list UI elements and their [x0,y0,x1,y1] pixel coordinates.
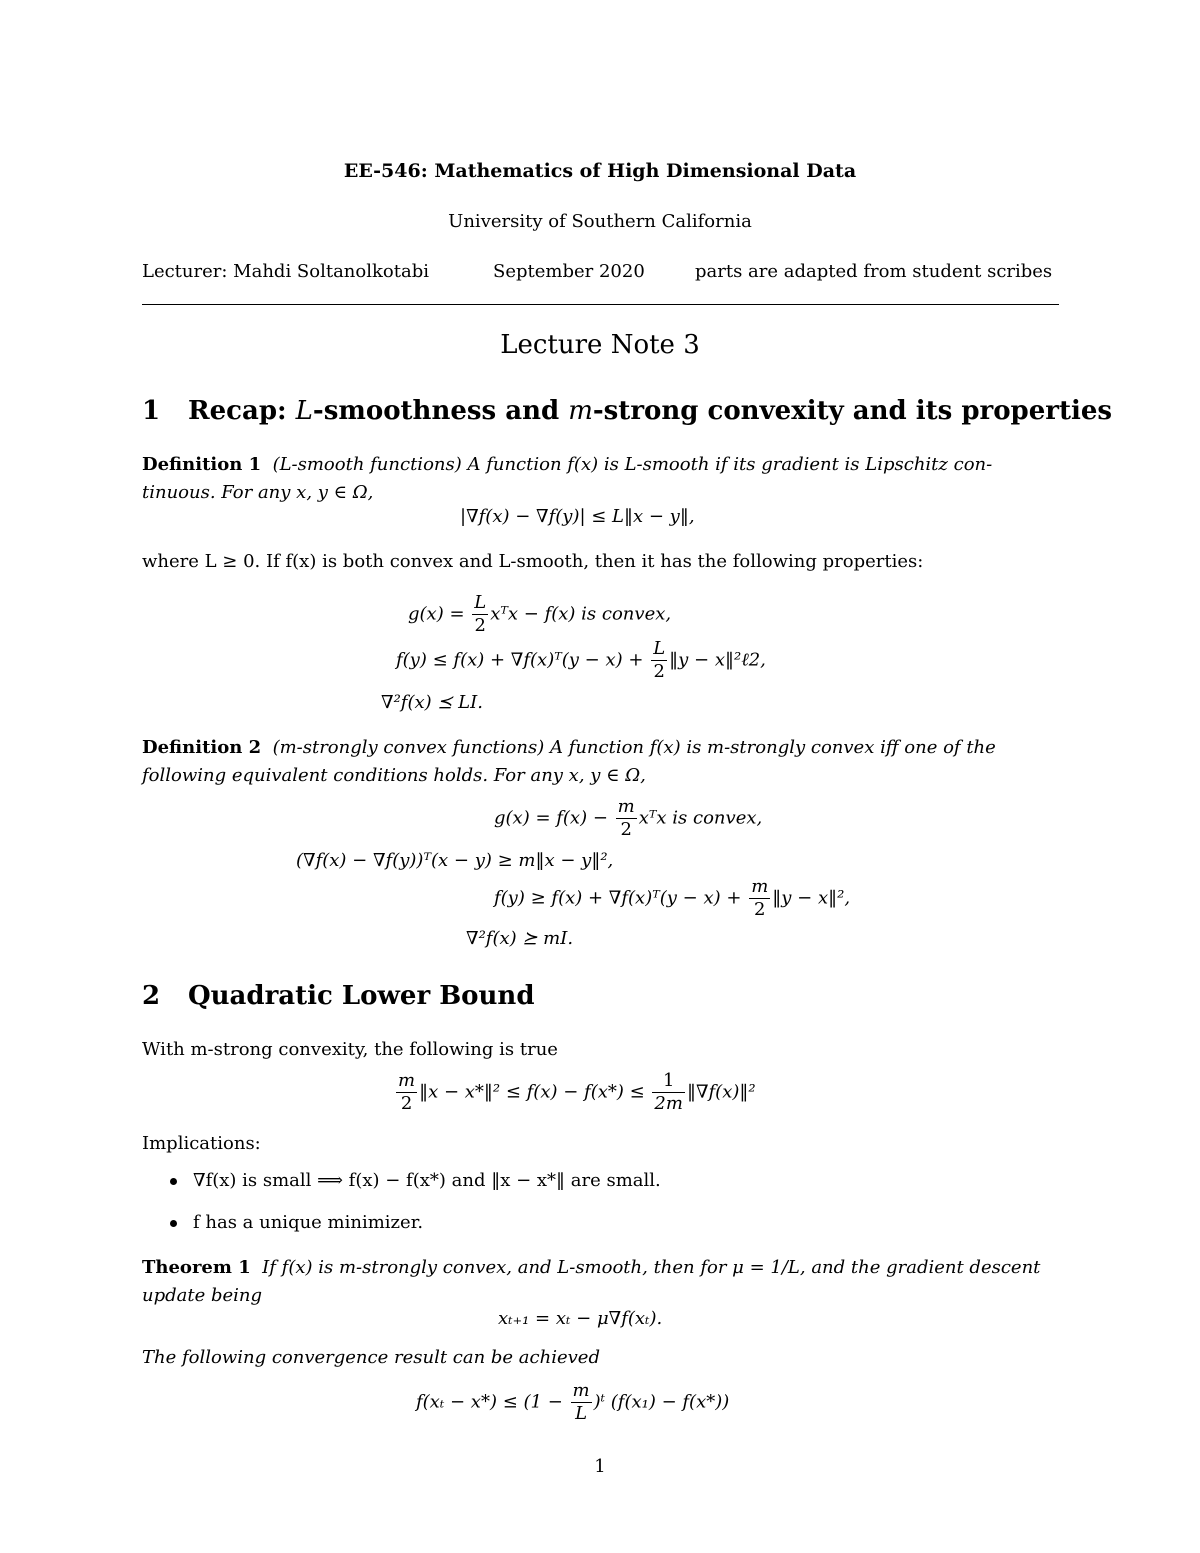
definition-label: Definition 2 [142,737,262,758]
strong-convex-3: f(y) ≥ f(x) + ∇f(x)ᵀ(y − x) + $\frac{m}{2}$ ‖y − x‖², [494,876,851,920]
convergence-intro: The following convergence result can be achieved [142,1347,600,1368]
scribe-note: parts are adapted from student scribes [695,261,1053,282]
section-2-intro: With m-strong convexity, the following is true [142,1039,558,1060]
list-item: ∇f(x) is small ⟹ f(x) − f(x*) and ‖x − x*‖ are small. [170,1170,661,1191]
gradient-descent-update: xₜ₊₁ = xₜ − μ∇f(xₜ). [498,1308,663,1329]
definition-2: Definition 2 (m-strongly convex functions) A function f(x) is m-strongly convex iff one of the following equivalent conditions holds. For any x, y ∈ Ω, [142,737,996,786]
quadratic-bound-equation: $\frac{m}{2}$ ‖x − x*‖² ≤ f(x) − f(x*) ≤ $\frac{1}{2m}$ ‖∇f(x)‖² [398,1070,756,1114]
list-item: f has a unique minimizer. [170,1212,423,1233]
lecture-title: Lecture Note 3 [500,330,700,360]
definition-label: Definition 1 [142,454,262,475]
date: September 2020 [493,261,645,282]
university: University of Southern California [448,211,752,232]
smooth-property-2: f(y) ≤ f(x) + ∇f(x)ᵀ(y − x) + $\frac{L}{2}$ ‖y − x‖²ℓ2, [396,638,766,682]
convergence-equation: f(xₜ − x*) ≤ (1 − $\frac{m}{L}$ )ᵗ (f(x₁) − f(x*)) [416,1380,730,1424]
where-line: where L ≥ 0. If f(x) is both convex and L-smooth, then it has the following properties: [142,551,924,572]
theorem-1: Theorem 1 If f(x) is m-strongly convex, and L-smooth, then for μ = 1/L, and the gradient descent update being [142,1257,1041,1306]
lipschitz-equation: |∇f(x) − ∇f(y)| ≤ L‖x − y‖, [460,506,695,527]
strong-convex-4: ∇²f(x) ⪰ mI. [466,928,574,949]
section-number: 2 [142,981,161,1011]
bullet-icon [170,1178,177,1185]
definition-1: Definition 1 (L-smooth functions) A function f(x) is L-smooth if its gradient is Lipschitz con- tinuous. For any x, y ∈ Ω, [142,454,993,503]
page-number: 1 [594,1456,606,1477]
strong-convex-1: g(x) = f(x) − $\frac{m}{2}$ xᵀx is convex, [494,796,763,840]
course-title: EE-546: Mathematics of High Dimensional Data [343,160,857,182]
bullet-icon [170,1220,177,1227]
section-number: 1 [142,396,161,426]
header-rule [142,304,1059,305]
strong-convex-2: (∇f(x) − ∇f(y))ᵀ(x − y) ≥ m‖x − y‖², [296,850,614,871]
smooth-property-3: ∇²f(x) ⪯ LI. [381,692,483,713]
lecturer: Lecturer: Mahdi Soltanolkotabi [142,261,429,282]
theorem-label: Theorem 1 [142,1257,251,1278]
section-2-heading: 2 Quadratic Lower Bound [142,981,535,1011]
implications-label: Implications: [142,1133,261,1154]
section-1-heading: 1 Recap: L-smoothness and m-strong convexity and its properties [142,396,1113,426]
smooth-property-1: g(x) = $\frac{L}{2}$ xᵀx − f(x) is convex, [408,592,672,636]
